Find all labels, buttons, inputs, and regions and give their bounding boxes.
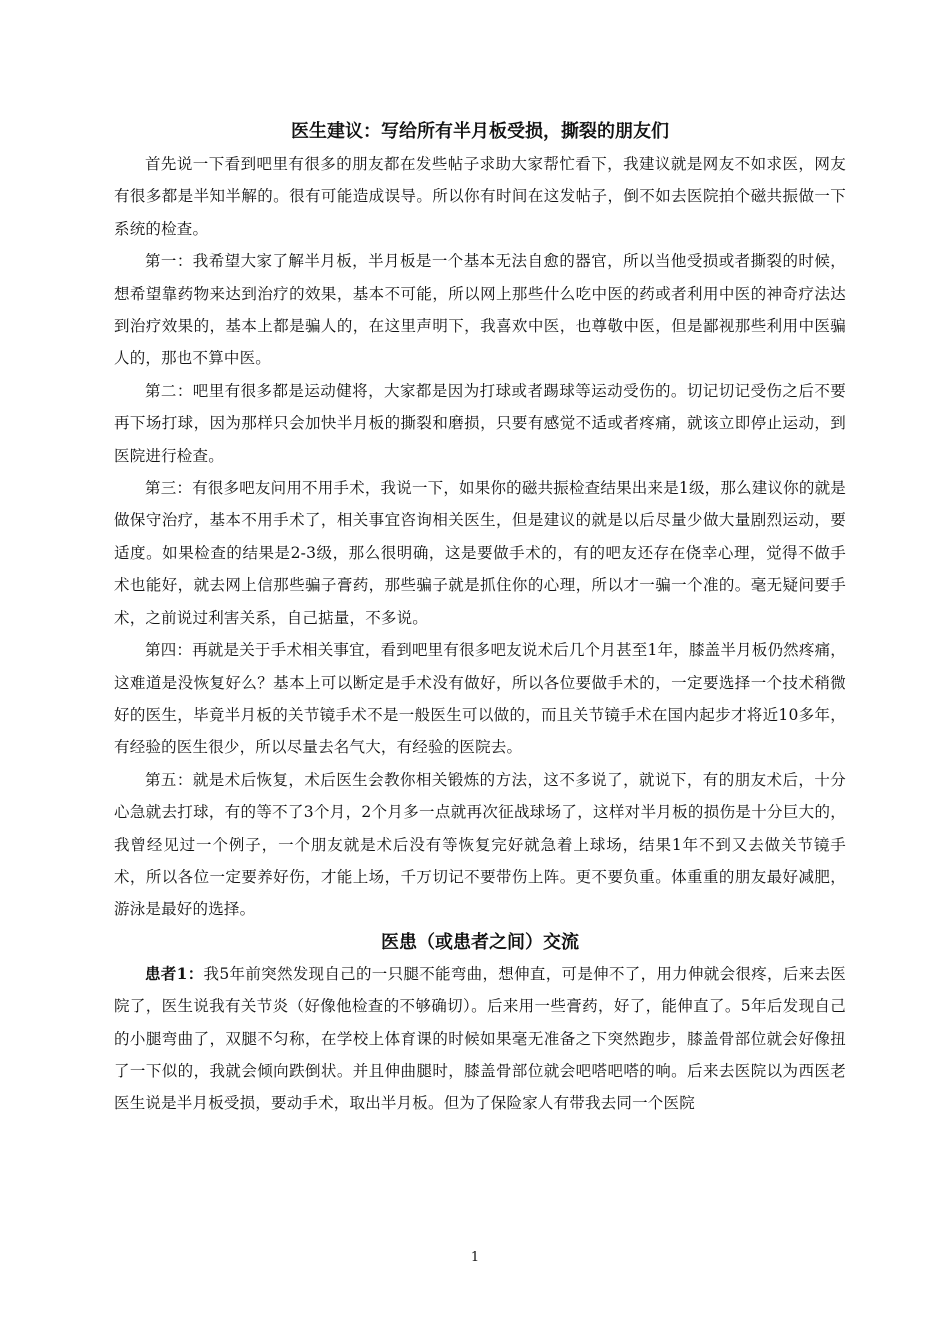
paragraph-third: 第三：有很多吧友问用不用手术，我说一下，如果你的磁共振检查结果出来是1级，那么建议你的就是做保守治疗，基本不用手术了，相关事宜咨询相关医生，但是建议的就是以后尽量少做大量剧烈运动，要适度。如果检查的结果是2-3级，那么很明确，这是要做手术的，有的吧友还存在侥幸心理，觉得不做手术也能好，就去网上信那些骗子膏药，那些骗子就是抓住你的心理，所以才一骗一个准的。毫无疑问要手术，之前说过利害关系，自己掂量，不多说。 xyxy=(114,479,846,627)
patient-text: 我5年前突然发现自己的一只腿不能弯曲，想伸直，可是伸不了，用力伸就会很疼，后来去医院了，医生说我有关节炎（好像他检查的不够确切）。后来用一些膏药，好了，能伸直了。5年后发现自己的小腿弯曲了，双腿不匀称，在学校上体育课的时候如果毫无准备之下突然跑步，膝盖骨部位就会好像扭了一下似的，我就会倾向跌倒状。并且伸曲腿时，膝盖骨部位就会吧嗒吧嗒的响。后来去医院以为西医老医生说是半月板受损，要动手术，取出半月板。但为了保险家人有带我去同一个医院 xyxy=(114,964,846,1113)
document-title: 医生建议：写给所有半月板受损，撕裂的朋友们 xyxy=(291,121,669,142)
paragraph-first: 第一：我希望大家了解半月板，半月板是一个基本无法自愈的器官，所以当他受损或者撕裂的时候，想希望靠药物来达到治疗的效果，基本不可能，所以网上那些什么吃中医的药或者利用中医的神奇疗法达到治疗效果的，基本上都是骗人的，在这里声明下，我喜欢中医，也尊敬中医，但是鄙视那些利用中医骗人的，那也不算中医。 xyxy=(114,252,846,368)
patient-paragraph xyxy=(114,958,846,1120)
paragraph-fourth: 第四：再就是关于手术相关事宜，看到吧里有很多吧友说术后几个月甚至1年，膝盖半月板仍然疼痛，这难道是没恢复好么？基本上可以断定是手术没有做好，所以各位要做手术的，一定要选择一个技术稍微好的医生，毕竟半月板的关节镜手术不是一般医生可以做的，而且关节镜手术在国内起步才将近10多年，有经验的医生很少，所以尽量去名气大，有经验的医院去。 xyxy=(114,641,846,757)
paragraph-fifth: 第五：就是术后恢复，术后医生会教你相关锻炼的方法，这不多说了，就说下，有的朋友术后，十分心急就去打球，有的等不了3个月，2个月多一点就再次征战球场了，这样对半月板的损伤是十分巨大的，我曾经见过一个例子，一个朋友就是术后没有等恢复完好就急着上球场，结果1年不到又去做关节镜手术，所以各位一定要养好伤，才能上场，千万切记不要带伤上阵。更不要负重。体重重的朋友最好减肥，游泳是最好的选择。 xyxy=(114,770,846,919)
paragraph-second: 第二：吧里有很多都是运动健将，大家都是因为打球或者踢球等运动受伤的。切记切记受伤之后不要再下场打球，因为那样只会加快半月板的撕裂和磨损，只要有感觉不适或者疼痛，就该立即停止运动，到医院进行检查。 xyxy=(114,381,846,465)
paragraph-intro: 首先说一下看到吧里有很多的朋友都在发些帖子求助大家帮忙看下，我建议就是网友不如求医，网友有很多都是半知半解的。很有可能造成误导。所以你有时间在这发帖子，倒不如去医院拍个磁共振做一下系统的检查。 xyxy=(114,155,846,238)
page-number: 1 xyxy=(470,1250,480,1265)
patient-label: 患者1： xyxy=(145,963,204,983)
document-body xyxy=(114,118,846,1120)
section-title: 医患（或患者之间）交流 xyxy=(381,931,579,953)
